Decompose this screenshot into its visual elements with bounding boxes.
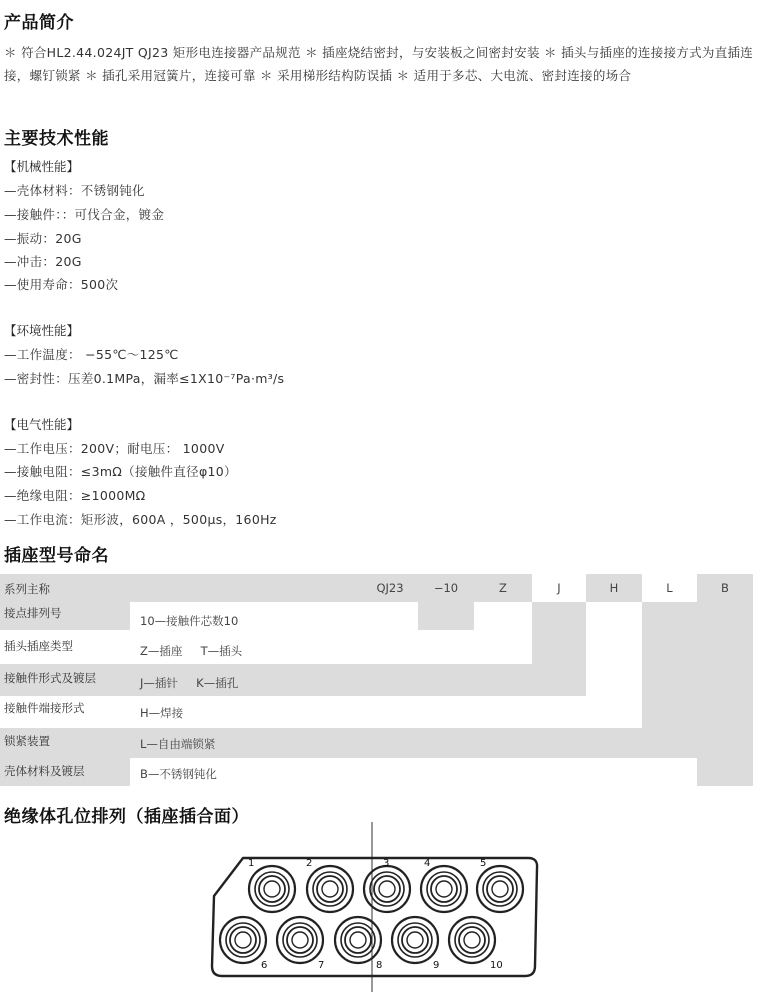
spec-line: —密封性：压差0.1MPa，漏率≤1X10⁻⁷Pa·m³/s: [4, 371, 285, 386]
spec-line: —工作电流：矩形波，600A ，500μs，160Hz: [4, 512, 277, 527]
table-cell-bg: [532, 602, 586, 664]
spec-line: —使用寿命：500次: [4, 277, 119, 292]
contact-hole: [248, 858, 295, 912]
environment-heading: 【环境性能】: [4, 323, 80, 338]
row-label: 接点排列号: [4, 606, 62, 620]
code-shell: B: [721, 581, 729, 595]
table-cell-bg: [697, 602, 753, 786]
row-label: 接触件端接形式: [4, 701, 85, 715]
intro-title: 产品简介: [4, 13, 74, 33]
contact-number: 6: [261, 960, 268, 971]
header-label: 系列主称: [4, 582, 50, 596]
row-value: B—不锈钢钝化: [140, 767, 217, 781]
insulator-diagram: [0, 810, 761, 1000]
spec-line: —接触电阻：≤3mΩ（接触件直径φ10）: [4, 464, 237, 479]
contact-hole: [477, 858, 523, 912]
naming-title: 插座型号命名: [4, 546, 109, 566]
code-lock: L: [666, 581, 673, 595]
code-arrangement: −10: [433, 581, 459, 595]
contact-hole: [277, 917, 324, 971]
spec-line: —振动：20G: [4, 231, 82, 246]
spec-line: —冲击：20G: [4, 254, 82, 269]
contact-hole: [421, 858, 467, 912]
spec-line: —工作电压：200V；耐电压： 1000V: [4, 441, 225, 456]
intro-text: ＊ 符合HL2.44.024JT QJ23 矩形电连接器产品规范 ＊ 插座烧结密封，与安装板之间密封安装 ＊ 插头与插座的连接接方式为直插连接，螺钉锁紧 ＊ 插孔采用冠簧片，连接可靠 ＊ 采用梯形结构防误插 ＊ 适用于多芯、大电流、密封连接的场合: [4, 45, 754, 83]
contact-hole: [335, 917, 382, 971]
contact-number: 8: [376, 960, 383, 971]
contact-number: 3: [383, 858, 390, 869]
spec-line: —工作温度： −55℃～125℃: [4, 347, 179, 362]
row-value: Z—插座 T—插头: [140, 644, 243, 658]
spec-line: —绝缘电阻：≥1000MΩ: [4, 488, 146, 503]
code-contact: J: [557, 581, 561, 595]
contact-hole: [392, 917, 439, 971]
row-label: 锁紧装置: [4, 734, 50, 748]
row-label: 插头插座类型: [4, 639, 73, 653]
contact-number: 5: [480, 858, 487, 869]
contact-number: 4: [424, 858, 431, 869]
row-value: L—自由端锁紧: [140, 737, 216, 751]
layout-title: 绝缘体孔位排列（插座插合面）: [4, 807, 249, 827]
contact-hole: [306, 858, 353, 912]
contact-number: 1: [248, 858, 255, 869]
code-type: Z: [499, 581, 507, 595]
row-label: 壳体材料及镀层: [4, 764, 85, 778]
row-value: 10—接触件芯数10: [140, 614, 239, 628]
row-value: J—插针 K—插孔: [140, 676, 239, 690]
contact-number: 10: [490, 960, 503, 971]
contact-number: 2: [306, 858, 313, 869]
table-cell-bg: [642, 602, 697, 728]
row-label: 接触件形式及镀层: [4, 671, 96, 685]
contact-number: 9: [433, 960, 440, 971]
mechanical-heading: 【机械性能】: [4, 159, 80, 174]
electrical-heading: 【电气性能】: [4, 417, 80, 432]
spec-line: —接触件：：可伐合金，镀金: [4, 207, 165, 222]
contact-hole: [449, 917, 503, 971]
contact-hole: [364, 858, 410, 912]
table-cell-bg: [0, 728, 697, 758]
spec-line: —壳体材料：不锈钢钝化: [4, 183, 145, 198]
contact-hole: [220, 917, 267, 971]
code-termination: H: [609, 581, 619, 595]
contact-number: 7: [318, 960, 325, 971]
row-value: H—焊接: [140, 706, 184, 720]
table-cell-bg: [0, 574, 418, 602]
specs-title: 主要技术性能: [4, 129, 109, 149]
code-series: QJ23: [376, 581, 404, 595]
